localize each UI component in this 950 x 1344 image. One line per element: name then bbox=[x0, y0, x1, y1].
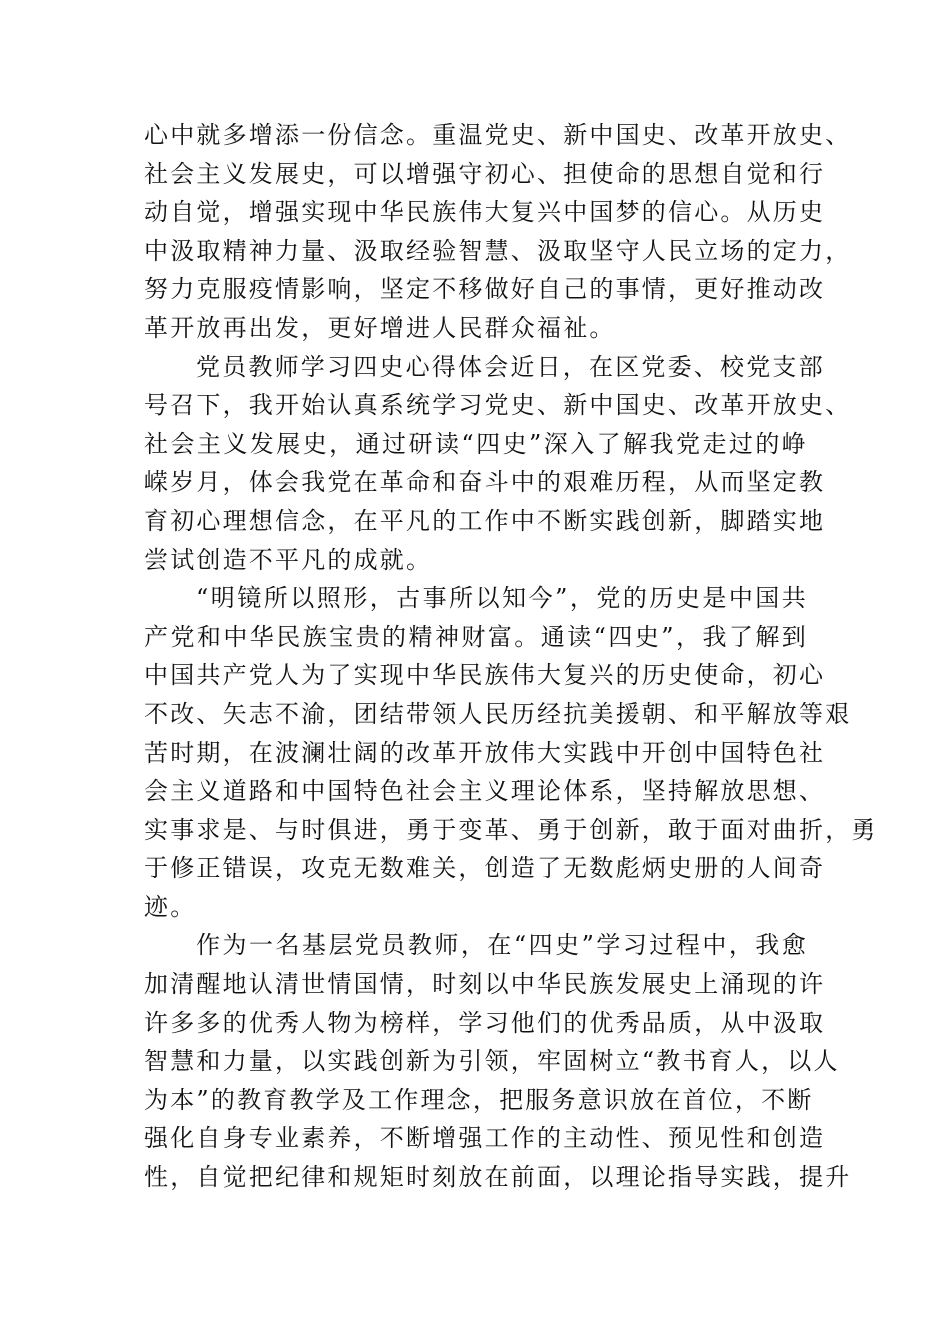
text-line: 中汲取精神力量、汲取经验智慧、汲取坚守人民立场的定力， bbox=[144, 236, 852, 265]
text-line: 心中就多增添一份信念。重温党史、新中国史、改革开放史、 bbox=[144, 121, 852, 149]
text-line: 不改、矢志不渝，团结带领人民历经抗美援朝、和平解放等艰 bbox=[144, 699, 852, 728]
document-page bbox=[144, 116, 878, 1197]
text-line: “明镜所以照形，古事所以知今”，党的历史是中国共 bbox=[196, 584, 808, 613]
text-line: 革开放再出发，更好增进人民群众福祉。 bbox=[144, 313, 616, 342]
text-line: 作为一名基层党员教师，在“四史”学习过程中，我愈 bbox=[196, 931, 808, 960]
text-line: 实事求是、与时俱进，勇于变革、勇于创新，敢于面对曲折，勇 bbox=[144, 815, 878, 844]
text-line: 尝试创造不平凡的成就。 bbox=[144, 545, 433, 574]
text-line: 党员教师学习四史心得体会近日，在区党委、校党支部 bbox=[196, 352, 825, 381]
text-line: 产党和中华民族宝贵的精神财富。通读“四史”，我了解到 bbox=[144, 622, 808, 651]
text-line: 中国共产党人为了实现中华民族伟大复兴的历史使命，初心 bbox=[144, 661, 826, 690]
text-line: 育初心理想信念，在平凡的工作中不断实践创新，脚踏实地 bbox=[144, 506, 826, 535]
text-line: 号召下，我开始认真系统学习党史、新中国史、改革开放史、 bbox=[144, 391, 852, 420]
text-line: 社会主义发展史，通过研读“四史”深入了解我党走过的峥 bbox=[144, 429, 808, 458]
text-line: 动自觉，增强实现中华民族伟大复兴中国梦的信心。从历史 bbox=[144, 198, 826, 227]
paragraph-history-value bbox=[144, 579, 878, 926]
text-line: 努力克服疫情影响，坚定不移做好自己的事情，更好推动改 bbox=[144, 275, 826, 304]
text-line: 智慧和力量，以实践创新为引领，牢固树立“教书育人，以人 bbox=[144, 1047, 840, 1076]
paragraph-teacher-reflection bbox=[144, 926, 852, 1196]
paragraph-study-intro bbox=[144, 348, 852, 580]
text-line: 强化自身专业素养，不断增强工作的主动性、预见性和创造 bbox=[144, 1124, 826, 1153]
text-line: 嵘岁月，体会我党在革命和奋斗中的艰难历程，从而坚定教 bbox=[144, 468, 826, 497]
paragraph-continuation bbox=[144, 116, 852, 348]
text-line: 迹。 bbox=[144, 892, 197, 921]
text-line: 苦时期，在波澜壮阔的改革开放伟大实践中开创中国特色社 bbox=[144, 738, 826, 767]
text-line: 会主义道路和中国特色社会主义理论体系，坚持解放思想、 bbox=[144, 777, 826, 806]
text-line: 社会主义发展史，可以增强守初心、担使命的思想自觉和行 bbox=[144, 159, 826, 188]
text-line: 加清醒地认清世情国情，时刻以中华民族发展史上涌现的许 bbox=[144, 970, 826, 999]
text-line: 于修正错误，攻克无数难关，创造了无数彪炳史册的人间奇 bbox=[144, 854, 826, 883]
text-line: 性，自觉把纪律和规矩时刻放在前面，以理论指导实践，提升 bbox=[144, 1163, 852, 1192]
text-line: 许多多的优秀人物为榜样，学习他们的优秀品质，从中汲取 bbox=[144, 1008, 826, 1037]
text-line: 为本”的教育教学及工作理念，把服务意识放在首位，不断 bbox=[144, 1085, 814, 1114]
